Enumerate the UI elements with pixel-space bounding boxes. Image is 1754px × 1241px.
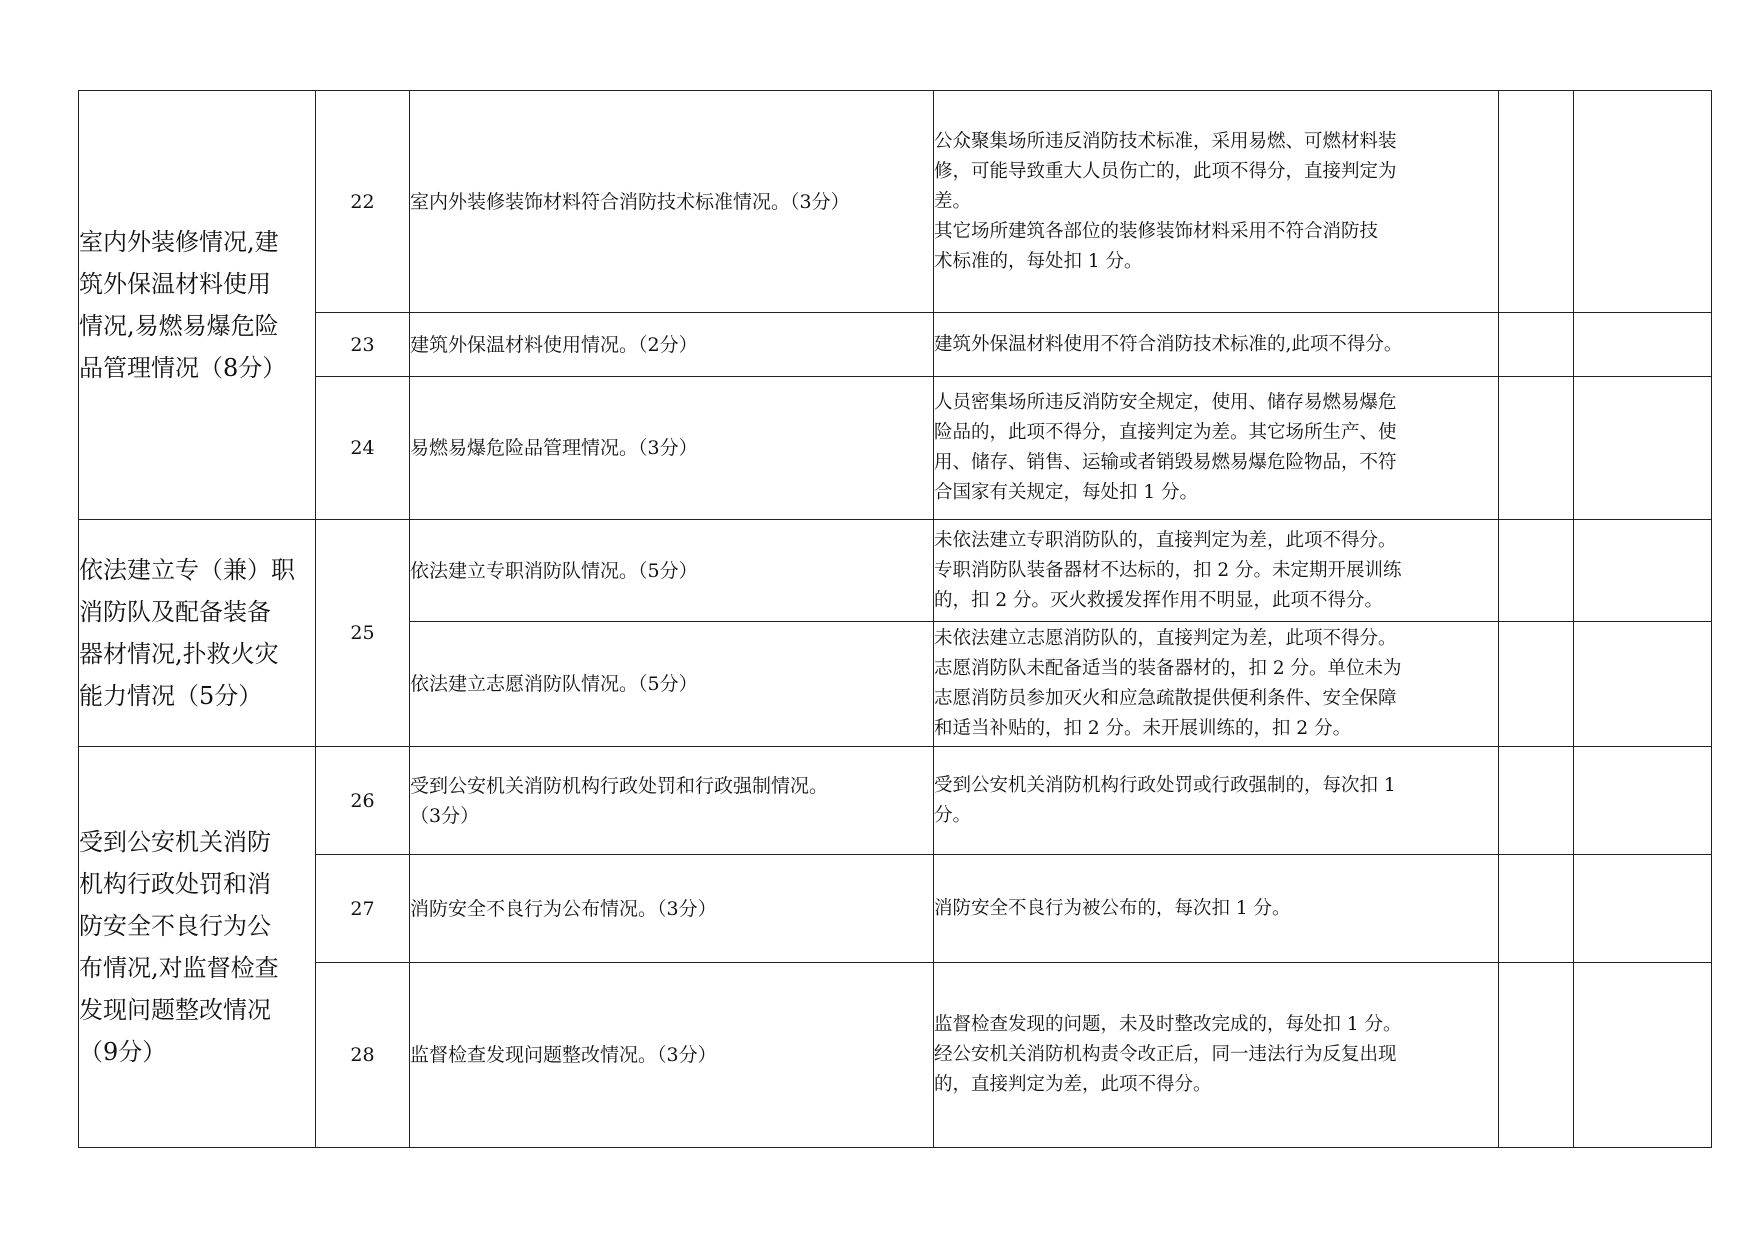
item-description: 易燃易爆危险品管理情况。（3分） (410, 377, 934, 520)
item-number: 27 (316, 855, 410, 963)
score-cell[interactable] (1499, 520, 1574, 622)
evaluation-sheet (78, 90, 1711, 1147)
remarks-cell[interactable] (1574, 622, 1712, 747)
category-cell: 依法建立专（兼）职 消防队及配备装备 器材情况,扑救火灾 能力情况（5分） (79, 520, 316, 747)
item-number: 26 (316, 747, 410, 855)
score-cell[interactable] (1499, 963, 1574, 1148)
table-row (79, 313, 1712, 377)
remarks-cell[interactable] (1574, 963, 1712, 1148)
item-number: 25 (316, 520, 410, 747)
scoring-criteria: 公众聚集场所违反消防技术标准，采用易燃、可燃材料装 修，可能导致重大人员伤亡的，此项不得分，直接判定为 差。 其它场所建筑各部位的装修装饰材料采用不符合消防技 术标准的，每处扣 1 分。 (934, 91, 1499, 313)
score-cell[interactable] (1499, 622, 1574, 747)
item-description: 依法建立专职消防队情况。（5分） (410, 520, 934, 622)
score-cell[interactable] (1499, 91, 1574, 313)
score-cell[interactable] (1499, 313, 1574, 377)
remarks-cell[interactable] (1574, 855, 1712, 963)
remarks-cell[interactable] (1574, 747, 1712, 855)
scoring-criteria: 人员密集场所违反消防安全规定，使用、储存易燃易爆危 险品的，此项不得分，直接判定为差。其它场所生产、使 用、储存、销售、运输或者销毁易燃易爆危险物品，不符 合国家有关规定，每处扣 1 分。 (934, 377, 1499, 520)
score-cell[interactable] (1499, 377, 1574, 520)
scoring-criteria: 消防安全不良行为被公布的，每次扣 1 分。 (934, 855, 1499, 963)
item-description: 受到公安机关消防机构行政处罚和行政强制情况。 （3分） (410, 747, 934, 855)
item-description: 监督检查发现问题整改情况。（3分） (410, 963, 934, 1148)
item-number: 22 (316, 91, 410, 313)
fire-safety-evaluation-table (78, 90, 1712, 1148)
remarks-cell[interactable] (1574, 313, 1712, 377)
score-cell[interactable] (1499, 747, 1574, 855)
remarks-cell[interactable] (1574, 377, 1712, 520)
item-description: 消防安全不良行为公布情况。（3分） (410, 855, 934, 963)
item-description: 建筑外保温材料使用情况。（2分） (410, 313, 934, 377)
item-number: 28 (316, 963, 410, 1148)
category-cell: 室内外装修情况,建 筑外保温材料使用 情况,易燃易爆危险 品管理情况（8分） (79, 91, 316, 520)
scoring-criteria: 未依法建立志愿消防队的，直接判定为差，此项不得分。 志愿消防队未配备适当的装备器材的，扣 2 分。单位未为 志愿消防员参加灭火和应急疏散提供便利条件、安全保障 和适当补贴的，扣 2 分。未开展训练的，扣 2 分。 (934, 622, 1499, 747)
remarks-cell[interactable] (1574, 520, 1712, 622)
category-cell: 受到公安机关消防 机构行政处罚和消 防安全不良行为公 布情况,对监督检查 发现问题整改情况 （9分） (79, 747, 316, 1148)
table-row (79, 91, 1712, 313)
score-cell[interactable] (1499, 855, 1574, 963)
table-row (79, 855, 1712, 963)
table-row (79, 747, 1712, 855)
item-number: 23 (316, 313, 410, 377)
scoring-criteria: 未依法建立专职消防队的，直接判定为差，此项不得分。 专职消防队装备器材不达标的，扣 2 分。未定期开展训练 的，扣 2 分。灭火救援发挥作用不明显，此项不得分。 (934, 520, 1499, 622)
table-row (79, 520, 1712, 622)
item-description: 依法建立志愿消防队情况。（5分） (410, 622, 934, 747)
table-row (79, 377, 1712, 520)
scoring-criteria: 受到公安机关消防机构行政处罚或行政强制的，每次扣 1 分。 (934, 747, 1499, 855)
scoring-criteria: 建筑外保温材料使用不符合消防技术标准的,此项不得分。 (934, 313, 1499, 377)
remarks-cell[interactable] (1574, 91, 1712, 313)
item-number: 24 (316, 377, 410, 520)
table-row (79, 963, 1712, 1148)
scoring-criteria: 监督检查发现的问题，未及时整改完成的，每处扣 1 分。 经公安机关消防机构责令改正后，同一违法行为反复出现 的，直接判定为差，此项不得分。 (934, 963, 1499, 1148)
item-description: 室内外装修装饰材料符合消防技术标准情况。（3分） (410, 91, 934, 313)
